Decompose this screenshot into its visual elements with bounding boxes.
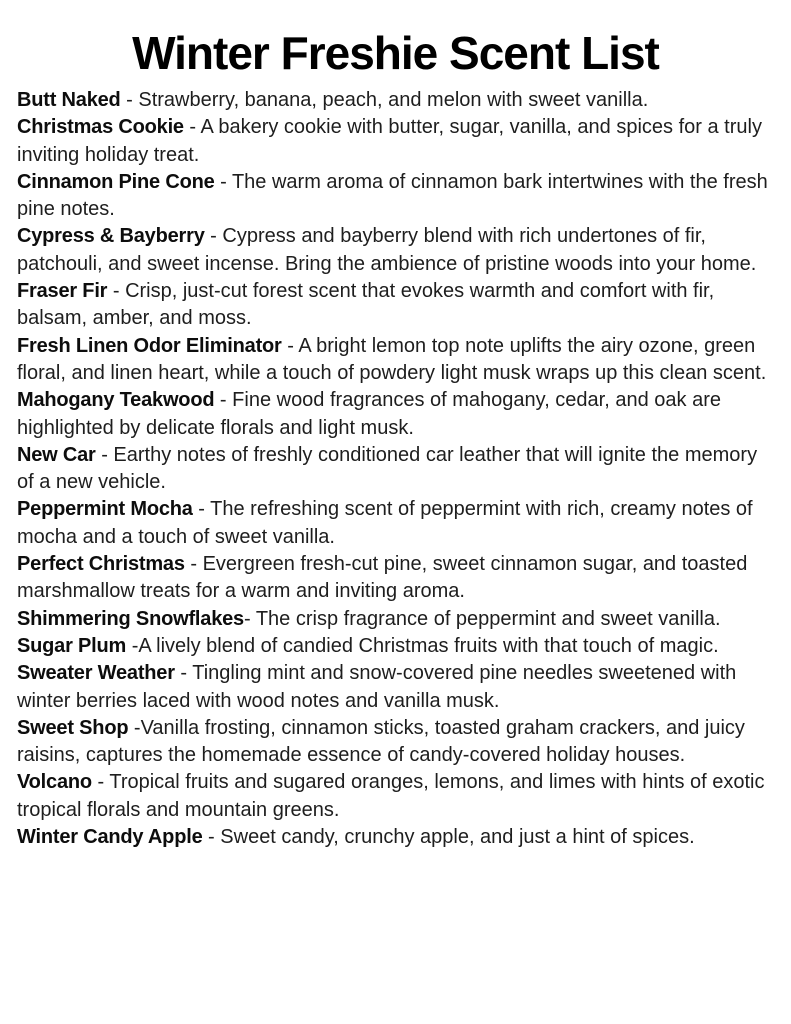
scent-name: Peppermint Mocha — [17, 498, 193, 521]
scent-entry — [17, 496, 773, 551]
scent-separator: - — [214, 170, 232, 193]
scent-description: Sweet candy, crunchy apple, and just a hint of spices. — [220, 826, 695, 849]
scent-description: Tropical fruits and sugared oranges, lemons, and limes with hints of exotic tropical florals and mountain greens. — [17, 771, 765, 821]
scent-list — [0, 87, 791, 851]
scent-entry — [17, 442, 773, 497]
scent-description: A bright lemon top note uplifts the airy ozone, green floral, and linen heart, while a touch of powdery light musk wraps up this clean scent. — [17, 334, 767, 384]
scent-name: Cypress & Bayberry — [17, 225, 205, 248]
scent-name: Perfect Christmas — [17, 553, 185, 576]
scent-description: Tingling mint and snow-covered pine needles sweetened with winter berries laced with wood notes and vanilla musk. — [17, 662, 737, 712]
scent-name: Volcano — [17, 771, 92, 794]
scent-separator: - — [281, 334, 299, 357]
scent-separator: - — [95, 443, 114, 466]
scent-description: Fine wood fragrances of mahogany, cedar, and oak are highlighted by delicate florals and light musk. — [17, 389, 721, 439]
scent-entry — [17, 387, 773, 442]
scent-description: The warm aroma of cinnamon bark intertwines with the fresh pine notes. — [17, 170, 768, 221]
scent-entry — [17, 551, 773, 606]
scent-entry — [17, 769, 773, 824]
scent-name: Sugar Plum — [17, 634, 127, 657]
scent-description: Earthy notes of freshly conditioned car leather that will ignite the memory of a new vehicle. — [17, 443, 758, 494]
scent-separator: - — [204, 225, 223, 248]
scent-entry — [17, 169, 773, 224]
scent-name: Mahogany Teakwood — [17, 389, 215, 412]
scent-separator: - — [107, 280, 126, 303]
scent-description: A lively blend of candied Christmas fruits with that touch of magic. — [138, 634, 719, 657]
scent-description: Cypress and bayberry blend with rich undertones of fir, patchouli, and sweet incense. Bring the ambience of pristine woods into your home. — [17, 225, 757, 275]
scent-name: New Car — [17, 443, 96, 466]
scent-entry — [17, 824, 773, 851]
scent-name: Butt Naked — [17, 89, 121, 111]
scent-entry — [17, 715, 773, 770]
scent-name: Shimmering Snowflakes — [17, 607, 244, 630]
scent-description: Strawberry, banana, peach, and melon with sweet vanilla. — [138, 89, 649, 111]
scent-description: A bakery cookie with butter, sugar, vanilla, and spices for a truly inviting holiday treat. — [17, 116, 762, 166]
scent-separator: - — [128, 716, 141, 739]
scent-entry — [17, 223, 773, 278]
scent-entry — [17, 633, 773, 660]
scent-name: Winter Candy Apple — [17, 826, 203, 849]
scent-entry — [17, 278, 773, 333]
scent-separator: - — [91, 771, 110, 794]
scent-description: The crisp fragrance of peppermint and sweet vanilla. — [255, 607, 721, 630]
scent-description: Crisp, just-cut forest scent that evokes warmth and comfort with fir, balsam, amber, and moss. — [17, 280, 715, 330]
scent-description: The refreshing scent of peppermint with rich, creamy notes of mocha and a touch of sweet vanilla. — [17, 498, 753, 548]
scent-name: Sweet Shop — [17, 716, 129, 739]
scent-separator: - — [192, 498, 211, 521]
scent-entry — [17, 114, 773, 169]
scent-separator: - — [183, 116, 201, 139]
scent-name: Christmas Cookie — [17, 116, 184, 139]
scent-description: Vanilla frosting, cinnamon sticks, toasted graham crackers, and juicy raisins, captures the homemade essence of candy-covered holiday houses. — [17, 716, 745, 767]
scent-name: Fresh Linen Odor Eliminator — [17, 334, 282, 357]
scent-separator: - — [184, 553, 203, 576]
scent-separator: - — [202, 826, 221, 849]
scent-description: Evergreen fresh-cut pine, sweet cinnamon sugar, and toasted marshmallow treats for a warm and inviting aroma. — [17, 553, 748, 603]
scent-name: Fraser Fir — [17, 280, 108, 303]
scent-separator: - — [174, 662, 193, 685]
scent-separator: - — [120, 89, 139, 111]
scent-separator: - — [243, 607, 256, 630]
scent-name: Sweater Weather — [17, 662, 175, 685]
scent-entry — [17, 606, 773, 633]
scent-entry — [17, 333, 773, 388]
scent-name: Cinnamon Pine Cone — [17, 170, 215, 193]
scent-separator: - — [214, 389, 233, 412]
scent-entry — [17, 87, 773, 114]
page-title: Winter Freshie Scent List — [132, 27, 659, 79]
scent-separator: - — [126, 634, 139, 657]
scent-entry — [17, 660, 773, 715]
